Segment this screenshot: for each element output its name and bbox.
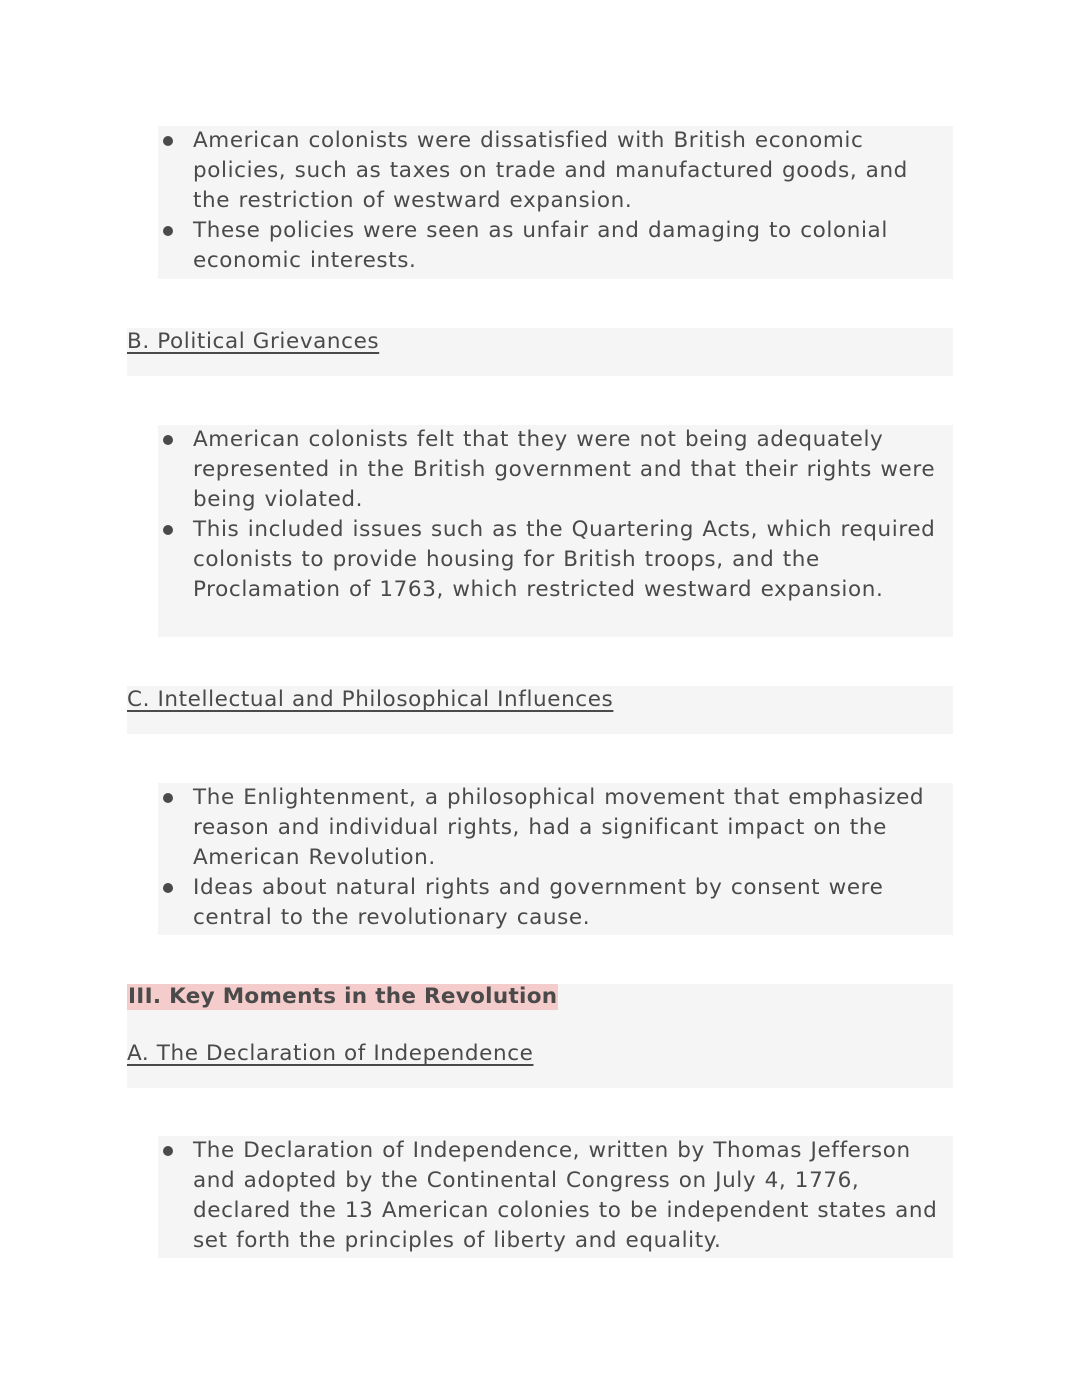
list-item [160,783,953,873]
intellectual-bullet-list [160,783,953,933]
list-item [160,216,953,276]
bullet-text: American colonists felt that they were not being adequately represented in the British government and that their rights were being violated. [193,427,936,512]
intellectual-heading: C. Intellectual and Philosophical Influences [127,687,614,712]
bullet-icon [163,1146,173,1156]
list-item [160,425,953,515]
list-item [160,873,953,933]
bullet-icon [163,883,173,893]
bullet-icon [163,226,173,236]
list-item [160,126,953,216]
bullet-text: These policies were seen as unfair and damaging to colonial economic interests. [193,218,888,273]
declaration-heading: A. The Declaration of Independence [127,1041,534,1066]
list-item [160,1136,953,1256]
bullet-text: This included issues such as the Quartering Acts, which required colonists to provide housing for British troops, and the Proclamation of 1763, which restricted westward expansion. [193,517,936,602]
bullet-text: The Declaration of Independence, written by Thomas Jefferson and adopted by the Continental Congress on July 4, 1776, declared the 13 American colonies to be independent states and set forth the principles of liberty and equality. [193,1138,938,1253]
declaration-bullets-block [158,1136,953,1258]
declaration-bullet-list [160,1136,953,1256]
intellectual-bullets-block [158,783,953,935]
list-item [160,515,953,605]
section-heading: III. Key Moments in the Revolution [128,984,558,1009]
political-bullets-block [158,425,953,637]
economic-bullets-block [158,126,953,279]
bullet-icon [163,136,173,146]
bullet-icon [163,435,173,445]
political-heading: B. Political Grievances [127,329,380,354]
economic-bullet-list [160,126,953,276]
bullet-text: American colonists were dissatisfied with British economic policies, such as taxes on trade and manufactured goods, and the restriction of westward expansion. [193,128,908,213]
political-bullet-list [160,425,953,605]
bullet-icon [163,525,173,535]
bullet-text: Ideas about natural rights and government by consent were central to the revolutionary cause. [193,875,884,930]
bullet-text: The Enlightenment, a philosophical movement that emphasized reason and individual rights, had a significant impact on the American Revolution. [193,785,925,870]
bullet-icon [163,793,173,803]
